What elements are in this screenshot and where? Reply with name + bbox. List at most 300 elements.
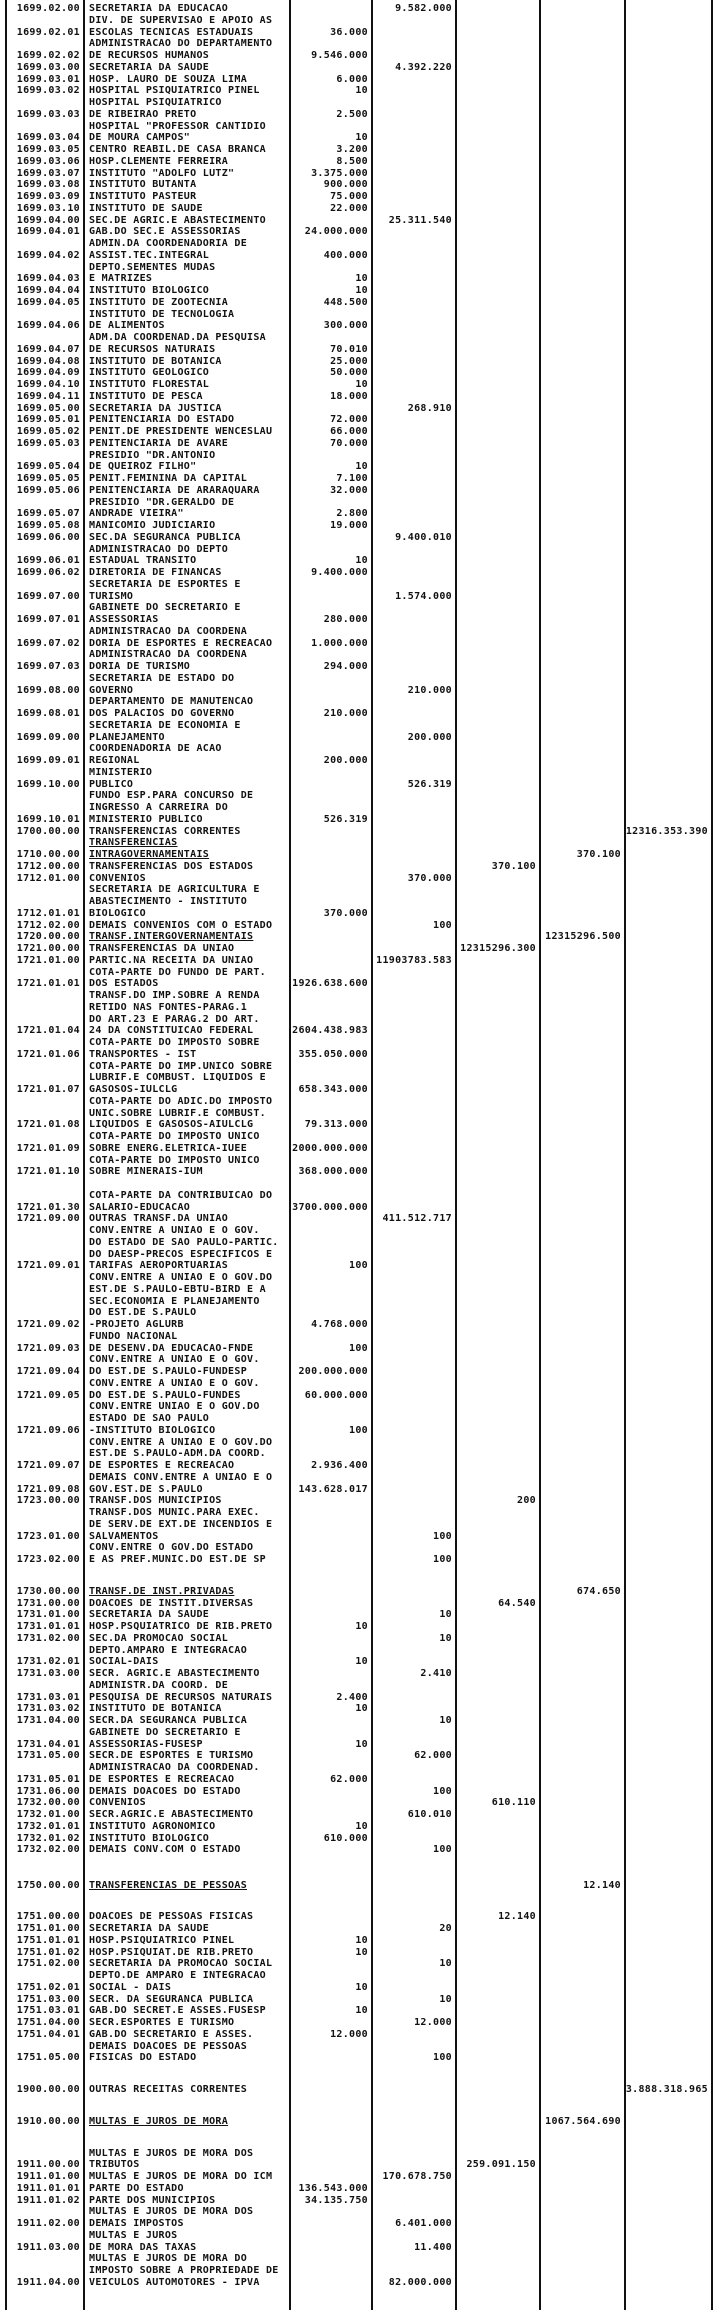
amount-column-2: 11.400 (414, 2241, 452, 2253)
table-row (0, 356, 721, 368)
amount-column-2: 610.010 (407, 1809, 452, 1820)
description-line: LIQUIDOS E GASOSOS-AIULCLG (89, 1119, 254, 1131)
table-row (0, 121, 721, 145)
account-description (84, 790, 290, 825)
amount-column-1: 210.000 (323, 708, 368, 719)
amount-column-1: 79.313.000 (304, 1119, 368, 1131)
amount-column-1: 19.000 (330, 520, 368, 531)
table-row (0, 2148, 721, 2172)
table-row (0, 1272, 721, 1331)
description-line: INSTITUTO AGRONOMICO (89, 1820, 216, 1832)
account-code: 1699.05.02 (16, 426, 80, 437)
table-row (0, 2171, 721, 2183)
amount-column-1: 10 (355, 1820, 368, 1832)
table-row (0, 1750, 721, 1762)
account-code: 1723.02.00 (16, 1554, 80, 1565)
amount-column-5: 3.888.318.965 (625, 2084, 708, 2095)
table-row (0, 1096, 721, 1131)
description-line: GAB.DO SECRETARIO E ASSES. (89, 2028, 254, 2040)
description-line: INSTITUTO DE BOTANICA (89, 355, 222, 367)
description-line: SOBRE ENERG.ELETRICA-IUEE (89, 1142, 248, 1154)
account-code: 1721.09.01 (16, 1260, 80, 1272)
description-line: -PROJETO AGLURB (89, 1319, 184, 1330)
account-description (84, 426, 290, 438)
table-row (0, 1633, 721, 1645)
account-description (84, 1958, 290, 1970)
account-description (84, 1437, 290, 1472)
description-line: PRESIDIO "DR.ANTONIO (89, 449, 216, 461)
description-line: PENIT.DE PRESIDENTE WENCESLAU (89, 426, 273, 437)
description-line: SECRETARIA DA JUSTICA (89, 402, 222, 414)
amount-column-4: 12.140 (583, 1879, 621, 1891)
description-line: SECRETARIA DE ESPORTES E (89, 578, 241, 590)
description-line: 24 DA CONSTITUICAO FEDERAL (89, 1025, 254, 1037)
table-row (0, 332, 721, 356)
account-description (84, 121, 290, 145)
table-row (0, 1542, 721, 1566)
description-line: ADM.DA COORDENAD.DA PESQUISA (89, 332, 266, 343)
account-description (84, 485, 290, 497)
account-description (84, 1821, 290, 1833)
description-line: SECRETARIA DE AGRICULTURA E (89, 884, 260, 896)
table-row (0, 309, 721, 333)
table-row (0, 1507, 721, 1542)
account-description (84, 2183, 290, 2195)
account-code: 1699.04.07 (16, 343, 80, 355)
account-description (84, 1472, 290, 1496)
account-code: 1732.00.00 (16, 1797, 80, 1809)
description-line: SOCIAL-DAIS (89, 1656, 159, 1668)
amount-column-1: 3.375.000 (311, 167, 368, 179)
account-description (84, 2171, 290, 2183)
description-line: TRANSF.DOS MUNICIPIOS (89, 1495, 222, 1507)
description-line: SEC.DA PROMOCAO SOCIAL (89, 1632, 229, 1644)
amount-column-1: 10 (355, 555, 368, 567)
account-code: 1699.05.04 (16, 461, 80, 473)
amount-column-1: 2.500 (336, 108, 368, 120)
amount-column-1: 900.000 (323, 179, 368, 191)
amount-column-1: 10 (355, 1981, 368, 1993)
account-description (84, 1354, 290, 1378)
account-description (84, 15, 290, 39)
account-code: 1721.01.06 (16, 1048, 80, 1060)
amount-column-1: 200.000.000 (298, 1366, 368, 1377)
account-description (84, 215, 290, 227)
account-description (84, 414, 290, 426)
account-description (84, 2005, 290, 2017)
amount-column-4: 674.650 (576, 1585, 621, 1597)
account-code: 1699.07.03 (16, 661, 80, 672)
amount-column-2: 200.000 (407, 731, 452, 743)
description-line: COTA-PARTE DO IMPOSTO SOBRE (89, 1037, 260, 1048)
amount-column-1: 10 (355, 379, 368, 390)
description-line: HOSP.PSIQUIAT.DE RIB.PRETO (89, 1946, 254, 1958)
account-description (84, 544, 290, 568)
description-line: MINISTERIO (89, 766, 153, 778)
description-line: MULTAS E JUROS DE MORA DO ICM (89, 2171, 273, 2182)
description-line: PENITENCIARIA DO ESTADO (89, 414, 235, 426)
description-line: GAB.DO SEC.E ASSESSORIAS (89, 226, 241, 238)
account-code: 1721.09.04 (16, 1366, 80, 1377)
table-row (0, 1131, 721, 1155)
description-line: TRANSFERENCIAS DE PESSOAS (89, 1879, 248, 1891)
account-code: 1699.04.08 (16, 355, 80, 367)
table-row (0, 1970, 721, 1994)
description-line: TURISMO (89, 590, 134, 602)
amount-column-1: 1926.638.600 (292, 978, 368, 990)
account-description (84, 884, 290, 919)
table-row (0, 520, 721, 532)
account-code: 1911.00.00 (16, 2159, 80, 2171)
description-line: E AS PREF.MUNIC.DO EST.DE SP (89, 1554, 266, 1565)
account-description (84, 1621, 290, 1633)
amount-column-1: 200.000 (323, 755, 368, 766)
description-line: DORIA DE ESPORTES E RECREACAO (89, 637, 273, 649)
account-code: 1731.00.00 (16, 1597, 80, 1609)
description-line: DO EST.DE S.PAULO-FUNDESP (89, 1366, 248, 1377)
amount-column-1: 22.000 (330, 202, 368, 214)
row-gap (0, 1856, 721, 1868)
table-row (0, 1994, 721, 2006)
table-row (0, 990, 721, 1037)
table-row (0, 1958, 721, 1970)
description-line: CONVENIOS (89, 1797, 146, 1809)
account-code: 1911.01.00 (16, 2171, 80, 2182)
row-gap (0, 1566, 721, 1586)
account-code: 1911.03.00 (16, 2241, 80, 2253)
account-code: 1910.00.00 (16, 2115, 80, 2127)
description-line: GASOSOS-IULCLG (89, 1084, 178, 1095)
account-description (84, 97, 290, 121)
table-row (0, 85, 721, 97)
account-description (84, 1809, 290, 1821)
description-line: E MATRIZES (89, 273, 153, 285)
account-code: 1699.08.01 (16, 708, 80, 719)
account-description (84, 1061, 290, 1096)
amount-column-2: 170.678.750 (382, 2171, 452, 2182)
amount-column-1: 526.319 (323, 813, 368, 825)
description-line: SOBRE MINERAIS-IUM (89, 1166, 203, 1178)
amount-column-2: 82.000.000 (388, 2276, 452, 2288)
amount-column-1: 10 (355, 132, 368, 144)
account-code: 1731.01.00 (16, 1609, 80, 1621)
description-line: DO ESTADO DE SAO PAULO-PARTIC. (89, 1236, 279, 1248)
account-code: 1751.01.02 (16, 1946, 80, 1958)
table-row (0, 2017, 721, 2029)
amount-column-2: 11903783.583 (376, 954, 452, 966)
account-code: 1731.01.01 (16, 1621, 80, 1632)
amount-column-1: 2604.438.983 (292, 1025, 368, 1037)
description-line: ADMINISTRACAO DA COORDENAD. (89, 1762, 260, 1773)
account-code: 1699.03.07 (16, 167, 80, 179)
description-line: MULTAS E JUROS (89, 2229, 178, 2241)
account-description (84, 626, 290, 650)
account-description (84, 367, 290, 379)
account-description (84, 391, 290, 403)
account-code: 1699.04.09 (16, 367, 80, 379)
table-row (0, 790, 721, 825)
table-row (0, 1880, 721, 1892)
description-line: INSTITUTO FLORESTAL (89, 379, 210, 390)
description-line: BIOLOGICO (89, 907, 146, 919)
table-row (0, 826, 721, 838)
account-code: 1751.02.01 (16, 1981, 80, 1993)
account-code: 1699.03.03 (16, 108, 80, 120)
description-line: SOCIAL - DAIS (89, 1981, 172, 1993)
description-line: SECRETARIA DE ECONOMIA E (89, 719, 241, 731)
account-description (84, 1586, 290, 1598)
description-line: PUBLICO (89, 778, 134, 790)
description-line: SECR.ESPORTES E TURISMO (89, 2017, 235, 2028)
account-code: 1751.04.01 (16, 2028, 80, 2040)
table-row (0, 285, 721, 297)
account-code: 1699.09.00 (16, 731, 80, 743)
row-gap (0, 2096, 721, 2116)
description-line: VEICULOS AUTOMOTORES - IPVA (89, 2276, 260, 2288)
description-line: DE DESENV.DA EDUCACAO-FNDE (89, 1342, 254, 1354)
account-code: 1911.04.00 (16, 2276, 80, 2288)
amount-column-1: 3.200 (336, 144, 368, 155)
table-row (0, 367, 721, 379)
table-row (0, 1947, 721, 1959)
description-line: DO ART.23 E PARAG.2 DO ART. (89, 1013, 260, 1025)
account-description (84, 1786, 290, 1798)
table-row (0, 1213, 721, 1225)
account-description (84, 579, 290, 603)
account-description (84, 403, 290, 415)
row-gap (0, 1891, 721, 1911)
account-description (84, 203, 290, 215)
account-description (84, 191, 290, 203)
account-description (84, 297, 290, 309)
account-code: 1699.03.08 (16, 179, 80, 191)
table-row (0, 191, 721, 203)
amount-column-1: 294.000 (323, 661, 368, 672)
amount-column-1: 100 (349, 1424, 368, 1436)
table-row (0, 579, 721, 603)
description-line: HOSP.CLEMENTE FERREIRA (89, 155, 229, 167)
amount-column-1: 60.000.000 (304, 1389, 368, 1401)
account-description (84, 144, 290, 156)
account-description (84, 1762, 290, 1786)
account-code: 1723.00.00 (16, 1495, 80, 1507)
account-code: 1699.02.01 (16, 26, 80, 38)
table-row (0, 1621, 721, 1633)
description-line: SECRETARIA DE ESTADO DO (89, 672, 235, 684)
table-row (0, 649, 721, 673)
table-row (0, 837, 721, 861)
amount-column-1: 70.010 (330, 343, 368, 355)
amount-column-4: 12315296.500 (545, 931, 621, 943)
description-line: MANICOMIO JUDICIARIO (89, 520, 216, 531)
account-description (84, 1645, 290, 1669)
account-code: 1731.04.01 (16, 1738, 80, 1750)
description-line: FUNDO ESP.PARA CONCURSO DE (89, 790, 254, 802)
account-code: 1699.09.01 (16, 755, 80, 766)
description-line: DE MORA DAS TAXAS (89, 2241, 197, 2253)
account-code: 1732.02.00 (16, 1844, 80, 1856)
account-description (84, 920, 290, 932)
table-row (0, 403, 721, 415)
table-row (0, 1645, 721, 1669)
description-line: UNIC.SOBRE LUBRIF.E COMBUST. (89, 1107, 266, 1119)
account-description (84, 450, 290, 474)
account-code: 1699.05.05 (16, 473, 80, 484)
account-description (84, 1213, 290, 1225)
amount-column-2: 100 (433, 919, 452, 931)
table-row (0, 884, 721, 919)
amount-column-1: 370.000 (323, 907, 368, 919)
table-row (0, 1703, 721, 1715)
account-description (84, 238, 290, 262)
account-code: 1731.02.00 (16, 1632, 80, 1644)
amount-column-2: 9.400.010 (395, 531, 452, 543)
account-description (84, 720, 290, 744)
table-row (0, 2029, 721, 2041)
account-code: 1699.04.05 (16, 296, 80, 308)
amount-column-3: 64.540 (498, 1597, 536, 1609)
account-code: 1700.00.00 (16, 825, 80, 837)
amount-column-3: 259.091.150 (466, 2159, 536, 2171)
account-code: 1699.05.00 (16, 402, 80, 414)
account-code: 1699.08.00 (16, 684, 80, 696)
table-row (0, 2183, 721, 2195)
amount-column-1: 280.000 (323, 614, 368, 625)
account-code: 1721.09.02 (16, 1319, 80, 1330)
account-description (84, 1833, 290, 1845)
description-line: SEC.ECONOMIA E PLANEJAMENTO (89, 1295, 260, 1307)
account-description (84, 967, 290, 991)
description-line: CONV.ENTRE A UNIAO E O GOV. (89, 1225, 260, 1236)
description-line: COTA-PARTE DO IMPOSTO UNICO (89, 1131, 260, 1142)
table-row (0, 696, 721, 720)
description-line: IMPOSTO SOBRE A PROPRIEDADE DE (89, 2265, 279, 2276)
description-line: DEPTO.DE AMPARO E INTEGRACAO (89, 1970, 266, 1981)
account-code: 1751.04.00 (16, 2017, 80, 2028)
description-line: INSTITUTO GEOLOGICO (89, 367, 210, 379)
table-row (0, 1935, 721, 1947)
amount-column-2: 6.401.000 (395, 2218, 452, 2229)
account-code: 1699.05.03 (16, 437, 80, 449)
table-row (0, 626, 721, 650)
account-description (84, 931, 290, 943)
table-row (0, 1727, 721, 1751)
description-line: DE ALIMENTOS (89, 320, 165, 332)
table-row (0, 38, 721, 62)
account-description (84, 473, 290, 485)
description-line: HOSPITAL "PROFESSOR CANTIDIO (89, 120, 266, 132)
description-line: ABASTECIMENTO - INSTITUTO (89, 896, 248, 907)
description-line: DEMAIS IMPOSTOS (89, 2218, 184, 2229)
description-line: HOSPITAL PSIQUIATRICO PINEL (89, 85, 260, 97)
account-code: 1732.01.02 (16, 1832, 80, 1844)
description-line: GABINETE DO SECRETARIO E (89, 602, 241, 614)
account-description (84, 673, 290, 697)
amount-column-1: 10 (355, 1621, 368, 1632)
account-code: 1699.05.08 (16, 520, 80, 531)
table-row (0, 1401, 721, 1436)
account-code: 1699.04.03 (16, 273, 80, 285)
account-code: 1751.05.00 (16, 2052, 80, 2064)
account-description (84, 1703, 290, 1715)
table-row (0, 955, 721, 967)
description-line: DE MOURA CAMPOS" (89, 132, 191, 144)
table-row (0, 262, 721, 286)
account-description (84, 1727, 290, 1751)
amount-column-1: 10 (355, 285, 368, 296)
description-line: DEPTO.SEMENTES MUDAS (89, 261, 216, 273)
amount-column-2: 526.319 (407, 778, 452, 790)
amount-column-5: 12316.353.390 (625, 825, 708, 837)
description-line: DEMAIS DOACOES DE PESSOAS (89, 2040, 248, 2052)
account-code: 1721.01.07 (16, 1084, 80, 1095)
description-line: INSTITUTO DE SAUDE (89, 202, 203, 214)
description-line: ADMINISTR.DA COORD. DE (89, 1679, 229, 1691)
description-line: SALVAMENTOS (89, 1530, 159, 1542)
amount-column-2: 62.000 (414, 1750, 452, 1762)
amount-column-1: 10 (355, 1946, 368, 1958)
amount-column-2: 100 (433, 1785, 452, 1797)
description-line: TRANSF.DOS MUNIC.PARA EXEC. (89, 1507, 260, 1518)
description-line: COTA-PARTE DO FUNDO DE PART. (89, 966, 266, 978)
description-line: DE ESPORTES E RECREACAO (89, 1460, 235, 1471)
description-line: REGIONAL (89, 755, 140, 766)
description-line: INSTITUTO BUTANTA (89, 179, 197, 191)
description-line: MULTAS E JUROS DE MORA DOS (89, 2206, 254, 2218)
description-line: TRANSPORTES - IST (89, 1048, 197, 1060)
account-description (84, 837, 290, 861)
account-code: 1721.01.09 (16, 1142, 80, 1154)
account-description (84, 332, 290, 356)
account-code: 1699.06.00 (16, 531, 80, 543)
description-line: TRANSFERENCIAS CORRENTES (89, 825, 241, 837)
table-row (0, 438, 721, 450)
description-line: CONV.ENTRE A UNIAO E O GOV.DO (89, 1272, 273, 1283)
amount-column-1: 300.000 (323, 320, 368, 332)
table-row (0, 1190, 721, 1214)
account-code: 1699.04.01 (16, 226, 80, 238)
description-line: ESTADO DE SAO PAULO (89, 1413, 210, 1424)
amount-column-1: 10 (355, 1738, 368, 1750)
amount-column-1: 400.000 (323, 249, 368, 261)
amount-column-1: 2000.000.000 (292, 1142, 368, 1154)
account-description (84, 696, 290, 720)
account-code: 1723.01.00 (16, 1530, 80, 1542)
account-description (84, 74, 290, 86)
amount-column-2: 10 (439, 1609, 452, 1621)
description-line: DORIA DE TURISMO (89, 661, 191, 672)
description-line: ADMIN.DA COORDENADORIA DE (89, 238, 248, 249)
account-description (84, 1131, 290, 1155)
table-row (0, 1225, 721, 1272)
description-line: SECRETARIA DA SAUDE (89, 1609, 210, 1621)
account-description (84, 1715, 290, 1727)
description-line: HOSP.PSIQUIATRICO PINEL (89, 1934, 235, 1946)
description-line: GOVERNO (89, 684, 134, 696)
description-line: DOS ESTADOS (89, 978, 159, 990)
amount-column-1: 610.000 (323, 1832, 368, 1844)
amount-column-2: 4.392.220 (395, 61, 452, 73)
table-row (0, 967, 721, 991)
description-line: TRANSF.INTERGOVERNAMENTAIS (89, 931, 254, 943)
account-description (84, 1844, 290, 1856)
table-row (0, 297, 721, 309)
account-code: 1699.03.06 (16, 155, 80, 167)
description-line: INTRAGOVERNAMENTAIS (89, 849, 210, 860)
description-line: SEC.DA SEGURANCA PUBLICA (89, 531, 241, 543)
description-line: MULTAS E JUROS DE MORA (89, 2115, 229, 2127)
description-line: GAB.DO SECRET.E ASSES.FUSESP (89, 2005, 266, 2017)
